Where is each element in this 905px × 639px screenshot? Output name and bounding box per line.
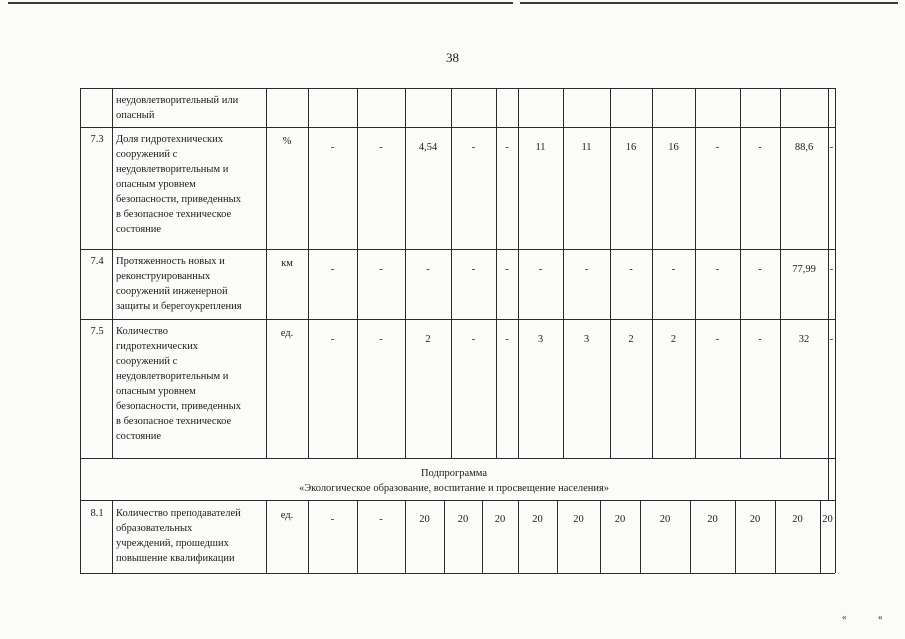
corner-mark: « <box>878 612 883 622</box>
value-cell: 20 <box>419 514 430 525</box>
value-cell: 20 <box>614 514 626 525</box>
column-border <box>518 500 519 573</box>
row-border <box>80 573 835 574</box>
indicator-name: неудовлетворительным и <box>116 164 229 175</box>
page-number: 38 <box>446 50 459 65</box>
indicator-name: сооружений с <box>116 149 178 160</box>
indicator-name: состояние <box>116 431 162 442</box>
value-cell: - <box>715 142 720 153</box>
value-cell: - <box>505 264 509 275</box>
subprogram-name: «Экологическое образование, воспитание и просвещение населения» <box>298 483 610 494</box>
indicator-name: в безопасное техническое <box>116 209 232 220</box>
row-number: 7.3 <box>90 134 104 145</box>
value-cell: 4,54 <box>418 142 438 153</box>
value-cell: - <box>758 142 762 153</box>
value-cell: 20 <box>822 514 833 525</box>
indicator-name: неудовлетворительным и <box>116 371 229 382</box>
value-cell: - <box>379 264 383 275</box>
value-cell: - <box>829 264 834 275</box>
indicator-name: защиты и берегоукрепления <box>116 301 242 312</box>
indicator-name: опасный <box>116 110 155 121</box>
row-border <box>80 88 835 89</box>
row-border <box>80 319 835 320</box>
column-border <box>735 500 736 573</box>
indicator-name: реконструированных <box>116 271 211 282</box>
row-border <box>80 500 835 501</box>
value-cell: 20 <box>749 514 761 525</box>
column-border <box>405 500 406 573</box>
column-border <box>112 500 113 573</box>
table-right-border <box>835 88 836 573</box>
value-cell: - <box>426 264 430 275</box>
value-cell: - <box>330 334 335 345</box>
value-cell: 20 <box>707 514 718 525</box>
row-border <box>80 127 835 128</box>
value-cell: 20 <box>573 514 584 525</box>
value-cell: 2 <box>670 334 677 345</box>
indicator-name: сооружений инженерной <box>116 286 228 297</box>
value-cell: - <box>330 514 335 525</box>
unit-cell: ед. <box>280 510 294 521</box>
value-cell: - <box>379 142 383 153</box>
indicator-name: сооружений с <box>116 356 178 367</box>
value-cell: - <box>715 264 720 275</box>
column-border <box>308 500 309 573</box>
column-border <box>444 500 445 573</box>
value-cell: - <box>505 142 509 153</box>
corner-mark: « <box>842 612 847 622</box>
indicator-name: Протяженность новых и <box>116 256 225 267</box>
value-cell: 20 <box>659 514 671 525</box>
value-cell: 11 <box>535 142 546 153</box>
indicator-name: образовательных <box>116 523 193 534</box>
value-cell: 88,6 <box>794 142 814 153</box>
column-border <box>112 88 113 458</box>
value-cell: 20 <box>532 514 543 525</box>
value-cell: 20 <box>457 514 469 525</box>
value-cell: - <box>715 334 720 345</box>
row-number: 7.5 <box>90 326 104 337</box>
indicator-name: повышение квалификации <box>116 553 235 564</box>
value-cell: 3 <box>583 334 590 345</box>
table-left-border <box>80 88 81 573</box>
value-cell: 20 <box>494 514 506 525</box>
indicator-name: неудовлетворительный или <box>116 95 239 106</box>
unit-cell: ед. <box>280 328 294 339</box>
value-cell: - <box>505 334 509 345</box>
value-cell: 16 <box>625 142 637 153</box>
value-cell: - <box>379 334 383 345</box>
indicator-name: в безопасное техническое <box>116 416 232 427</box>
subprogram-title: Подпрограмма <box>420 468 488 479</box>
indicator-name: Доля гидротехнических <box>116 134 224 145</box>
value-cell: - <box>330 142 335 153</box>
value-cell: 32 <box>798 334 810 345</box>
indicator-name: опасным уровнем <box>116 179 196 190</box>
value-cell: 77,99 <box>792 264 816 275</box>
column-border <box>557 500 558 573</box>
column-border <box>820 500 821 573</box>
column-border <box>482 500 483 573</box>
value-cell: - <box>629 264 633 275</box>
value-cell: - <box>671 264 676 275</box>
row-number: 7.4 <box>90 256 104 267</box>
row-border <box>80 249 835 250</box>
value-cell: - <box>758 334 762 345</box>
indicator-name: опасным уровнем <box>116 386 196 397</box>
column-border <box>600 500 601 573</box>
column-border <box>775 500 776 573</box>
value-cell: 16 <box>668 142 679 153</box>
value-cell: - <box>584 264 589 275</box>
value-cell: - <box>829 334 834 345</box>
indicator-name: состояние <box>116 224 162 235</box>
column-border <box>828 458 829 500</box>
value-cell: - <box>829 142 834 153</box>
value-cell: - <box>471 264 476 275</box>
value-cell: - <box>538 264 543 275</box>
value-cell: 3 <box>537 334 544 345</box>
indicator-name: гидротехнических <box>116 341 199 352</box>
value-cell: - <box>379 514 383 525</box>
column-border <box>640 500 641 573</box>
value-cell: - <box>471 142 476 153</box>
indicator-name: безопасности, приведенных <box>116 401 241 412</box>
value-cell: - <box>758 264 762 275</box>
value-cell: 11 <box>581 142 592 153</box>
value-cell: 2 <box>425 334 431 345</box>
indicator-name: Количество <box>116 326 169 337</box>
indicator-name: Количество преподавателей <box>116 508 241 519</box>
indicator-name: безопасности, приведенных <box>116 194 241 205</box>
unit-cell: % <box>282 136 292 147</box>
value-cell: 2 <box>628 334 634 345</box>
indicator-name: учреждений, прошедших <box>116 538 229 549</box>
row-number: 8.1 <box>90 508 104 519</box>
value-cell: - <box>471 334 476 345</box>
value-cell: 20 <box>792 514 803 525</box>
unit-cell: км <box>281 258 293 269</box>
column-border <box>690 500 691 573</box>
value-cell: - <box>330 264 335 275</box>
row-border <box>80 458 835 459</box>
column-border <box>357 500 358 573</box>
